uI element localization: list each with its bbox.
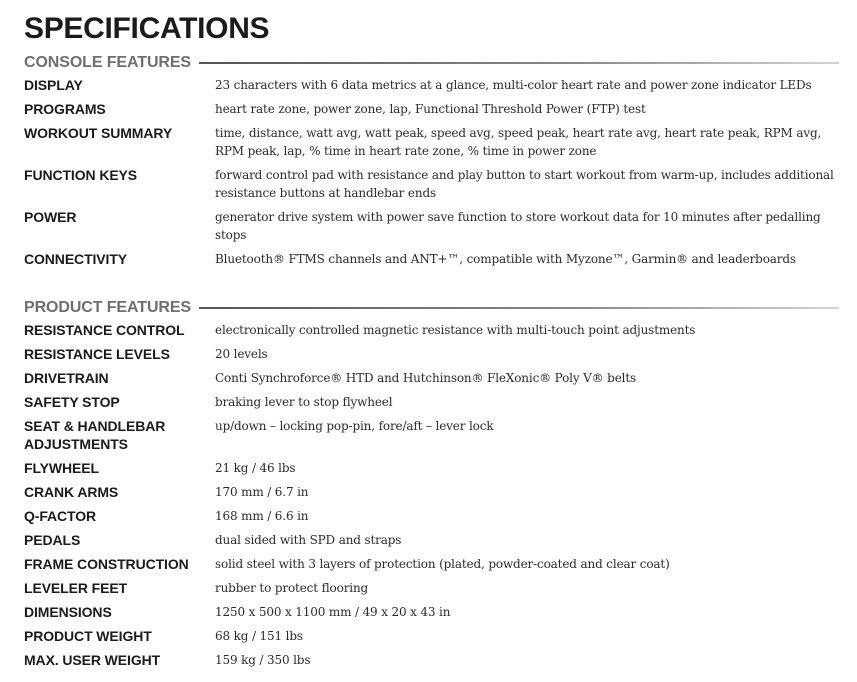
spec-label: RESISTANCE CONTROL [24, 322, 185, 338]
spec-label: WORKOUT SUMMARY [24, 125, 173, 141]
spec-row [24, 603, 839, 621]
spec-value: forward control pad with resistance and play button to start workout from warm-up, includes additional resistance buttons at handlebar ends [215, 168, 834, 200]
spec-value: 23 characters with 6 data metrics at a glance, multi-color heart rate and power zone indicator LEDs [215, 78, 812, 92]
console-features-section [24, 53, 839, 268]
product-features-header [24, 298, 839, 318]
spec-label: FRAME CONSTRUCTION [24, 556, 189, 572]
console-features-list [24, 76, 839, 268]
spec-value: dual sided with SPD and straps [215, 533, 402, 547]
spec-value: 1250 x 500 x 1100 mm / 49 x 20 x 43 in [215, 605, 451, 619]
spec-label: DISPLAY [24, 77, 83, 93]
spec-row [24, 483, 839, 501]
spec-row [24, 321, 839, 339]
console-features-title: CONSOLE FEATURES [24, 54, 192, 71]
spec-label: SEAT & HANDLEBAR ADJUSTMENTS [24, 418, 166, 452]
spec-label: RESISTANCE LEVELS [24, 346, 170, 362]
spec-value: Conti Synchroforce® HTD and Hutchinson® FleXonic® Poly V® belts [215, 371, 637, 385]
spec-label: DIMENSIONS [24, 604, 112, 620]
spec-label: FUNCTION KEYS [24, 167, 138, 183]
spec-label: PRODUCT WEIGHT [24, 628, 152, 644]
product-features-title: PRODUCT FEATURES [24, 299, 191, 316]
page-title: SPECIFICATIONS [24, 12, 270, 45]
spec-value: solid steel with 3 layers of protection (plated, powder-coated and clear coat) [215, 557, 670, 571]
spec-value: 21 kg / 46 lbs [215, 461, 296, 475]
spec-row [24, 250, 839, 268]
spec-value: 168 mm / 6.6 in [215, 509, 309, 523]
spec-value: rubber to protect flooring [215, 581, 369, 595]
spec-row [24, 627, 839, 645]
spec-row [24, 579, 839, 597]
spec-row [24, 555, 839, 573]
spec-row [24, 369, 839, 387]
spec-label: FLYWHEEL [24, 460, 99, 476]
product-features-section [24, 298, 839, 669]
console-features-header [24, 53, 839, 73]
spec-value: electronically controlled magnetic resistance with multi-touch point adjustments [215, 323, 696, 337]
spec-row [24, 76, 839, 94]
spec-label: SAFETY STOP [24, 394, 120, 410]
spec-label: POWER [24, 209, 77, 225]
spec-row [24, 124, 839, 160]
spec-label: CRANK ARMS [24, 484, 119, 500]
spec-value: heart rate zone, power zone, lap, Functional Threshold Power (FTP) test [215, 102, 646, 116]
spec-row [24, 531, 839, 549]
spec-value: 20 levels [215, 347, 268, 361]
spec-value: braking lever to stop flywheel [215, 395, 393, 409]
spec-value: 170 mm / 6.7 in [215, 485, 309, 499]
spec-row [24, 507, 839, 525]
spec-row [24, 651, 839, 669]
spec-label: PROGRAMS [24, 101, 106, 117]
spec-label: PEDALS [24, 532, 81, 548]
spec-label: LEVELER FEET [24, 580, 128, 596]
spec-row [24, 208, 839, 244]
spec-row [24, 345, 839, 363]
spec-label: MAX. USER WEIGHT [24, 652, 161, 668]
spec-label: Q-FACTOR [24, 508, 97, 524]
spec-row [24, 417, 839, 453]
spec-row [24, 166, 839, 202]
product-features-list [24, 321, 839, 669]
console-features-divider [199, 62, 839, 64]
specifications-page [24, 12, 839, 675]
spec-value: 68 kg / 151 lbs [215, 629, 303, 643]
product-features-divider [199, 307, 839, 309]
spec-row [24, 459, 839, 477]
spec-value: generator drive system with power save function to store workout data for 10 minutes after pedalling stops [215, 210, 821, 242]
spec-value: up/down – locking pop-pin, fore/aft – lever lock [215, 419, 494, 433]
spec-value: 159 kg / 350 lbs [215, 653, 311, 667]
spec-value: time, distance, watt avg, watt peak, speed avg, speed peak, heart rate avg, heart rate peak, RPM avg, RPM peak, lap, % time in heart rate zone, % time in power zone [215, 126, 822, 158]
spec-row [24, 393, 839, 411]
spec-label: DRIVETRAIN [24, 370, 109, 386]
spec-value: Bluetooth® FTMS channels and ANT+™, compatible with Myzone™, Garmin® and leaderboards [215, 252, 796, 266]
spec-row [24, 100, 839, 118]
spec-label: CONNECTIVITY [24, 251, 128, 267]
